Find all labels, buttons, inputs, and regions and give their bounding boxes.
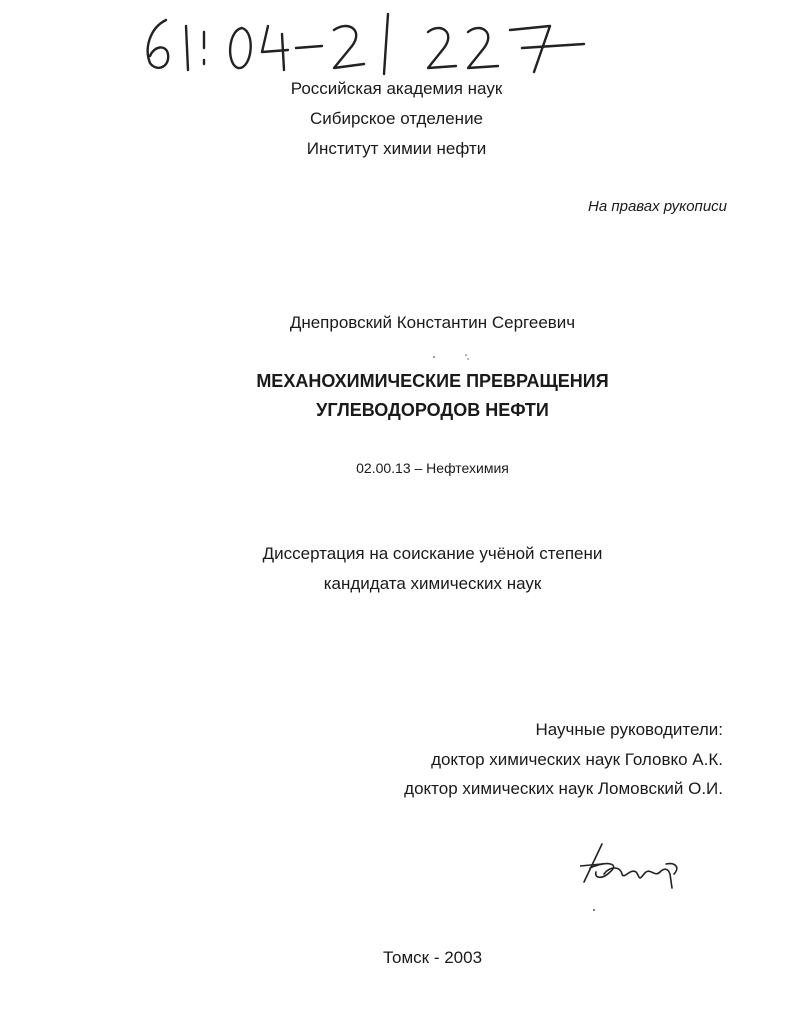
city-year: Томск - 2003 — [382, 948, 483, 967]
title-line-2: УГЛЕВОДОРОДОВ НЕФТИ — [316, 400, 549, 420]
academy-name: Российская академия наук — [290, 79, 503, 98]
degree-line-1: Диссертация на соискание учёной степени — [262, 544, 603, 563]
signature — [580, 838, 690, 898]
branch-name: Сибирское отделение — [309, 109, 484, 128]
handwritten-archive-code — [138, 8, 588, 78]
supervisor-2: доктор химических наук Ломовский О.И. — [404, 779, 723, 798]
institute-name: Институт химии нефти — [306, 139, 487, 158]
supervisors-heading: Научные руководители: — [535, 720, 723, 739]
rights-note: На правах рукописи — [588, 198, 727, 215]
author-name: Днепровский Константин Сергеевич — [289, 313, 576, 332]
scan-specks — [430, 353, 480, 361]
scan-speck — [592, 908, 596, 912]
title-line-1: МЕХАНОХИМИЧЕСКИЕ ПРЕВРАЩЕНИЯ — [256, 371, 609, 391]
degree-line-2: кандидата химических наук — [323, 574, 542, 593]
specialty-code: 02.00.13 – Нефтехимия — [356, 460, 509, 476]
supervisor-1: доктор химических наук Головко А.К. — [431, 750, 723, 769]
